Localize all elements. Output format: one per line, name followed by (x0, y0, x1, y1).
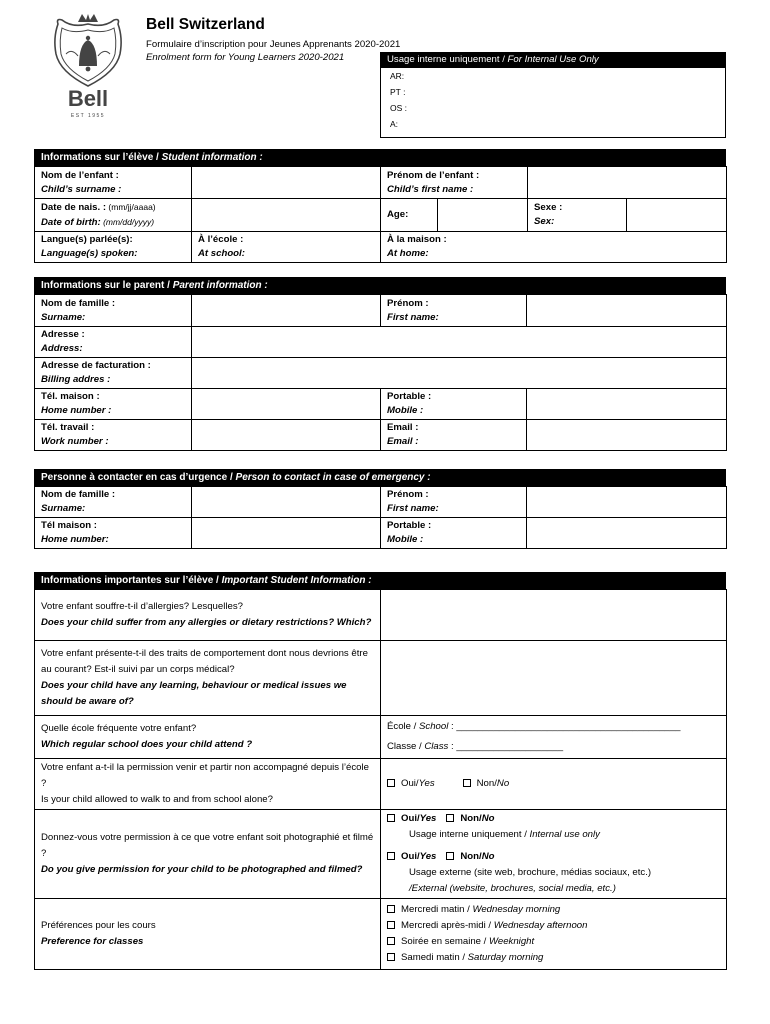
emergency-surname-fr: Nom de famille : (41, 489, 116, 500)
svg-text:Bell: Bell (67, 86, 109, 111)
pref-fr: Samedi matin / (401, 952, 468, 963)
email-fr: Email : (387, 422, 419, 433)
photo-external-no[interactable] (446, 851, 494, 862)
preference-question (35, 899, 381, 970)
dob-en-format: (mm/dd/yyyy) (100, 217, 155, 227)
home-number-field[interactable] (192, 389, 381, 420)
billing-en: Billing addres : (41, 374, 111, 385)
email-field[interactable] (527, 420, 727, 451)
emergency-mobile-fr: Portable : (387, 520, 432, 531)
school-blank: : __________________________________________ (448, 721, 681, 732)
school-field-fr: École / (387, 721, 419, 732)
photo-internal-no[interactable] (446, 813, 494, 824)
emergency-surname-field[interactable] (192, 487, 381, 518)
email-en: Email : (387, 436, 419, 447)
child-surname-field[interactable] (192, 167, 381, 199)
behaviour-question (35, 641, 381, 716)
internal-row-a[interactable]: A: (390, 119, 399, 129)
parent-table (34, 294, 727, 451)
address-label (35, 327, 192, 358)
child-surname-en: Child’s surname : (41, 183, 122, 195)
child-first-label (381, 167, 528, 199)
emergency-head-en: Person to contact in case of emergency : (235, 472, 431, 483)
parent-first-label (381, 295, 527, 327)
important-section-header (34, 572, 726, 589)
pref-checkbox[interactable] (387, 905, 395, 913)
important-table (34, 589, 727, 970)
photo-external-yes[interactable] (387, 851, 436, 862)
walk-yes-option[interactable] (387, 778, 435, 789)
preference-options (381, 899, 727, 970)
allergy-field[interactable] (381, 590, 727, 641)
language-label (35, 232, 192, 263)
photo-internal-yes-en: Yes (419, 813, 437, 824)
work-number-fr: Tél. travail : (41, 422, 95, 433)
emergency-home-label (35, 518, 192, 549)
work-number-label (35, 420, 192, 451)
parent-first-en: First name: (387, 311, 439, 323)
internal-row-ar[interactable]: AR: (390, 71, 405, 81)
internal-use-header (381, 53, 725, 68)
pref-option-wed-morning[interactable] (387, 902, 720, 918)
pref-fr: Soirée en semaine / (401, 936, 489, 947)
emergency-table (34, 486, 727, 549)
photo-internal-yes-checkbox[interactable] (387, 814, 395, 822)
class-field-en: Class (424, 741, 449, 752)
school-name-line[interactable] (387, 717, 720, 737)
walk-no-fr: Non/ (476, 778, 497, 789)
photo-external-no-en: No (481, 851, 495, 862)
photo-external-yes-en: Yes (419, 851, 437, 862)
pref-option-weeknight[interactable] (387, 934, 720, 950)
student-section-header (34, 149, 726, 166)
parent-surname-label (35, 295, 192, 327)
walk-options (381, 759, 727, 810)
home-number-label (35, 389, 192, 420)
school-field-en: School (419, 721, 449, 732)
internal-title-fr: Usage interne uniquement / (387, 54, 508, 65)
school-en: Which regular school does your child attend ? (41, 739, 253, 750)
billing-field[interactable] (192, 358, 727, 389)
parent-first-field[interactable] (527, 295, 727, 327)
dob-en: Date of birth: (41, 217, 101, 228)
pref-option-sat-morning[interactable] (387, 950, 720, 966)
mobile-field[interactable] (527, 389, 727, 420)
emergency-home-field[interactable] (192, 518, 381, 549)
important-head-en: Important Student Information : (221, 575, 372, 586)
walk-question (35, 759, 381, 810)
behaviour-en: Does your child have any learning, behaviour or medical issues we should be aware of? (41, 680, 347, 707)
parent-head-en: Parent information : (172, 280, 268, 291)
pref-en: Wednesday afternoon (493, 920, 588, 931)
internal-use-fr: Usage interne uniquement / (409, 829, 530, 840)
parent-head-fr: Informations sur le parent / (41, 280, 173, 291)
at-home-field[interactable] (381, 232, 727, 263)
preference-en: Preference for classes (41, 936, 144, 947)
emergency-home-fr: Tél maison : (41, 520, 97, 531)
child-surname-fr: Nom de l’enfant : (41, 169, 119, 181)
sex-en: Sex: (534, 216, 555, 227)
mobile-fr: Portable : (387, 391, 432, 402)
mobile-label (381, 389, 527, 420)
pref-en: Wednesday morning (472, 904, 561, 915)
photo-internal-no-checkbox[interactable] (446, 814, 454, 822)
photo-external-yes-checkbox[interactable] (387, 852, 395, 860)
home-number-en: Home number : (41, 405, 112, 416)
photo-options (381, 810, 727, 899)
photo-internal-yes[interactable] (387, 813, 436, 824)
at-school-en: At school: (198, 248, 245, 259)
pref-en: Weeknight (489, 936, 535, 947)
student-table (34, 166, 727, 263)
billing-label (35, 358, 192, 389)
emergency-first-label (381, 487, 527, 518)
age-label: Age: (381, 199, 438, 232)
walk-yes-en: Yes (418, 778, 435, 789)
emergency-surname-en: Surname: (41, 503, 86, 514)
photo-external-yes-fr: Oui/ (401, 851, 420, 862)
subtitle-fr: Formulaire d’inscription pour Jeunes Apprenants 2020-2021 (146, 39, 401, 50)
photo-external-no-checkbox[interactable] (446, 852, 454, 860)
dob-fr: Date de nais. : (41, 202, 107, 213)
school-question (35, 716, 381, 759)
age-field[interactable] (438, 199, 528, 232)
allergy-question (35, 590, 381, 641)
photo-fr: Donnez-vous votre permission à ce que votre enfant soit photographié et filmé ? (41, 832, 374, 859)
photo-internal-no-fr: Non/ (460, 813, 482, 824)
pref-checkbox[interactable] (387, 921, 395, 929)
emergency-mobile-label (381, 518, 527, 549)
allergy-fr: Votre enfant souffre-t-il d’allergies? Lesquelles? (41, 601, 243, 612)
pref-fr: Mercredi après-midi / (401, 920, 494, 931)
parent-surname-en: Surname: (41, 311, 86, 323)
subtitle-en: Enrolment form for Young Learners 2020-2021 (146, 52, 345, 63)
photo-internal-yes-fr: Oui/ (401, 813, 420, 824)
dob-fr-format: (mm/jj/aaaa) (106, 202, 156, 212)
walk-no-option[interactable] (463, 778, 510, 789)
class-line[interactable] (387, 737, 720, 757)
photo-question (35, 810, 381, 899)
student-head-fr: Informations sur l’élève / (41, 152, 162, 163)
emergency-mobile-en: Mobile : (387, 534, 424, 545)
address-field[interactable] (192, 327, 727, 358)
emergency-head-fr: Personne à contacter en cas d’urgence / (41, 472, 236, 483)
walk-yes-fr: Oui/ (401, 778, 419, 789)
sex-fr: Sexe : (534, 202, 563, 213)
dob-field[interactable] (192, 199, 381, 232)
emergency-surname-label (35, 487, 192, 518)
parent-first-fr: Prénom : (387, 297, 429, 309)
svg-text:EST 1955: EST 1955 (70, 113, 106, 119)
pref-fr: Mercredi matin / (401, 904, 473, 915)
class-field-fr: Classe / (387, 741, 425, 752)
mobile-en: Mobile : (387, 405, 424, 416)
internal-row-pt[interactable]: PT : (390, 87, 406, 97)
external-use-en: /External (website, brochures, social media, etc.) (409, 883, 616, 894)
photo-en: Do you give permission for your child to be photographed and filmed? (41, 864, 363, 875)
walk-en: Is your child allowed to walk to and from school alone? (41, 794, 273, 805)
emergency-first-en: First name: (387, 503, 439, 514)
parent-surname-field[interactable] (192, 295, 381, 327)
work-number-en: Work number : (41, 436, 109, 447)
home-number-fr: Tél. maison : (41, 391, 100, 402)
child-surname-label (35, 167, 192, 199)
email-label (381, 420, 527, 451)
external-use-fr: Usage externe (site web, brochure, médias sociaux, etc.) (409, 867, 652, 878)
work-number-field[interactable] (192, 420, 381, 451)
parent-surname-fr: Nom de famille : (41, 297, 116, 309)
sex-field[interactable] (627, 199, 727, 232)
at-home-fr: À la maison : (387, 234, 447, 245)
important-head-fr: Informations importantes sur l’élève / (41, 575, 222, 586)
at-home-en: At home: (387, 248, 429, 259)
internal-use-box (380, 52, 726, 138)
photo-internal-no-en: No (481, 813, 495, 824)
bell-crest-icon (48, 14, 128, 120)
emergency-home-en: Home number: (41, 534, 109, 545)
language-fr: Langue(s) parlée(s): (41, 234, 133, 245)
student-head-en: Student information : (161, 152, 263, 163)
pref-en: Saturday morning (467, 952, 544, 963)
language-en: Language(s) spoken: (41, 248, 138, 259)
emergency-mobile-field[interactable] (527, 518, 727, 549)
walk-yes-checkbox[interactable] (387, 779, 395, 787)
child-first-field[interactable] (528, 167, 727, 199)
address-fr: Adresse : (41, 329, 85, 340)
pref-checkbox[interactable] (387, 953, 395, 961)
class-blank: : ____________________ (448, 741, 564, 752)
pref-checkbox[interactable] (387, 937, 395, 945)
emergency-first-fr: Prénom : (387, 489, 429, 500)
dob-label (35, 199, 192, 232)
at-school-fr: À l’école : (198, 234, 244, 245)
emergency-section-header (34, 469, 726, 486)
pref-option-wed-afternoon[interactable] (387, 918, 720, 934)
preference-fr: Préférences pour les cours (41, 920, 156, 931)
emergency-first-field[interactable] (527, 487, 727, 518)
school-fr: Quelle école fréquente votre enfant? (41, 723, 197, 734)
behaviour-field[interactable] (381, 641, 727, 716)
page-subtitle (146, 38, 400, 64)
page-title: Bell Switzerland (146, 16, 265, 33)
photo-external-no-fr: Non/ (460, 851, 482, 862)
school-field[interactable] (381, 716, 727, 759)
internal-title-en: For Internal Use Only (507, 54, 599, 65)
address-en: Address: (41, 343, 83, 354)
internal-use-en: Internal use only (529, 829, 600, 840)
walk-no-en: No (496, 778, 510, 789)
sex-label (528, 199, 627, 232)
parent-section-header (34, 277, 726, 294)
walk-fr: Votre enfant a-t-il la permission venir et partir non accompagné depuis l’école ? (41, 762, 369, 789)
child-first-fr: Prénom de l’enfant : (387, 169, 480, 181)
walk-no-checkbox[interactable] (463, 779, 471, 787)
allergy-en: Does your child suffer from any allergies or dietary restrictions? Which? (41, 617, 372, 628)
child-first-en: Child’s first name : (387, 183, 474, 195)
behaviour-fr: Votre enfant présente-t-il des traits de comportement dont nous devrions être au courant? Est-il suivi par un corps médical? (41, 648, 368, 675)
bell-logo (48, 14, 128, 120)
billing-fr: Adresse de facturation : (41, 360, 151, 371)
internal-row-os[interactable]: OS : (390, 103, 408, 113)
at-school-field[interactable] (192, 232, 381, 263)
